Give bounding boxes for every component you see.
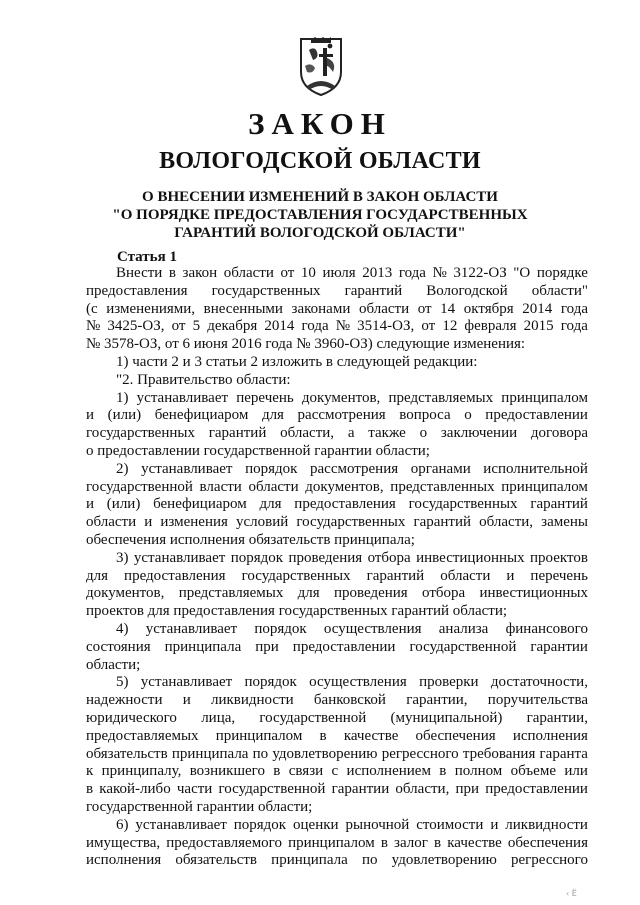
text-line: 6) устанавливает порядок оценки рыночной стоимости и ликвидности xyxy=(116,816,588,833)
text-line: юридического лица, государственной (муниципальной) гарантии, xyxy=(86,709,588,726)
text-line: государственной власти области документов, представленных принципалом xyxy=(86,478,588,495)
text-line: № 3425-ОЗ, от 5 декабря 2014 года № 3514-ОЗ, от 12 февраля 2015 года xyxy=(86,318,588,335)
text-line: 2) устанавливает порядок рассмотрения органами исполнительной xyxy=(116,460,588,477)
text-line: "2. Правительство области: xyxy=(116,371,291,388)
text-line: состояния принципала при предоставлении государственной гарантии xyxy=(86,638,588,655)
text-line: и (или) бенефициаром для предоставления государственных гарантий xyxy=(86,496,588,513)
subject-line: ГАРАНТИЙ ВОЛОГОДСКОЙ ОБЛАСТИ" xyxy=(174,225,466,241)
text-line: (с изменениями, внесенными законами области от 14 октября 2014 года xyxy=(86,300,588,317)
text-line: документов, представляемых для проведения отбора инвестиционных xyxy=(86,585,588,602)
text-line: предоставления государственных гарантий Вологодской области" xyxy=(86,282,588,299)
text-line: предоставляемых принципалом в качестве обеспечения исполнения xyxy=(86,727,588,744)
text-line: о предоставлении государственной гарантии области; xyxy=(86,442,430,459)
text-line: государственных гарантий области, а также о заключении договора xyxy=(86,425,588,442)
subject-line: "О ПОРЯДКЕ ПРЕДОСТАВЛЕНИЯ ГОСУДАРСТВЕННЫХ xyxy=(112,207,528,223)
text-line: 1) устанавливает перечень документов, представляемых принципалом xyxy=(116,389,588,406)
law-subject xyxy=(60,188,580,242)
text-line: 5) устанавливает порядок осуществления проверки достаточности, xyxy=(116,674,588,691)
text-line: области и изменения условий государственных гарантий области, замены xyxy=(86,514,588,531)
document-title: ЗАКОН xyxy=(248,106,392,141)
text-line: и (или) бенефициаром для рассмотрения вопроса о предоставлении xyxy=(86,407,588,424)
article-heading: Статья 1 xyxy=(117,249,177,265)
text-line: 1) части 2 и 3 статьи 2 изложить в следующей редакции: xyxy=(116,353,478,370)
text-line: 4) устанавливает порядок осуществления анализа финансового xyxy=(116,620,588,637)
text-line: к принципалу, возникшего в связи с исполнением в полном объеме или xyxy=(86,763,588,780)
coat-of-arms-icon xyxy=(297,36,345,98)
text-line: в какой-либо части государственной гарантии области, при предоставлении xyxy=(86,781,588,798)
article-body xyxy=(86,265,588,870)
text-line: государственной гарантии области; xyxy=(86,798,313,815)
text-line: проектов для предоставления государственных гарантий области; xyxy=(86,603,508,620)
text-line: области; xyxy=(86,656,141,673)
text-line: Внести в закон области от 10 июля 2013 года № 3122-ОЗ "О порядке xyxy=(116,265,588,281)
text-line: № 3578-ОЗ, от 6 июня 2016 года № 3960-ОЗ) следующие изменения: xyxy=(86,336,526,353)
text-line: 3) устанавливает порядок проведения отбора инвестиционных проектов xyxy=(116,549,588,566)
text-line: обеспечения исполнения обязательств принципала; xyxy=(86,531,415,548)
subject-line: О ВНЕСЕНИИ ИЗМЕНЕНИЙ В ЗАКОН ОБЛАСТИ xyxy=(142,189,498,205)
page-stamp: ‹ Ё xyxy=(566,889,577,898)
text-line: обязательств принципала по удовлетворению регрессного требования гаранта xyxy=(86,745,588,762)
text-line: для предоставления государственных гарантий области и перечень xyxy=(86,567,588,584)
region-title: ВОЛОГОДСКОЙ ОБЛАСТИ xyxy=(159,148,481,174)
text-line: исполнения обязательств принципала по удовлетворению регрессного xyxy=(86,852,588,869)
text-line: имущества, предоставляемого принципалом в залог в качестве обеспечения xyxy=(86,834,588,851)
text-line: надежности и ликвидности банковской гарантии, поручительства xyxy=(86,692,588,709)
